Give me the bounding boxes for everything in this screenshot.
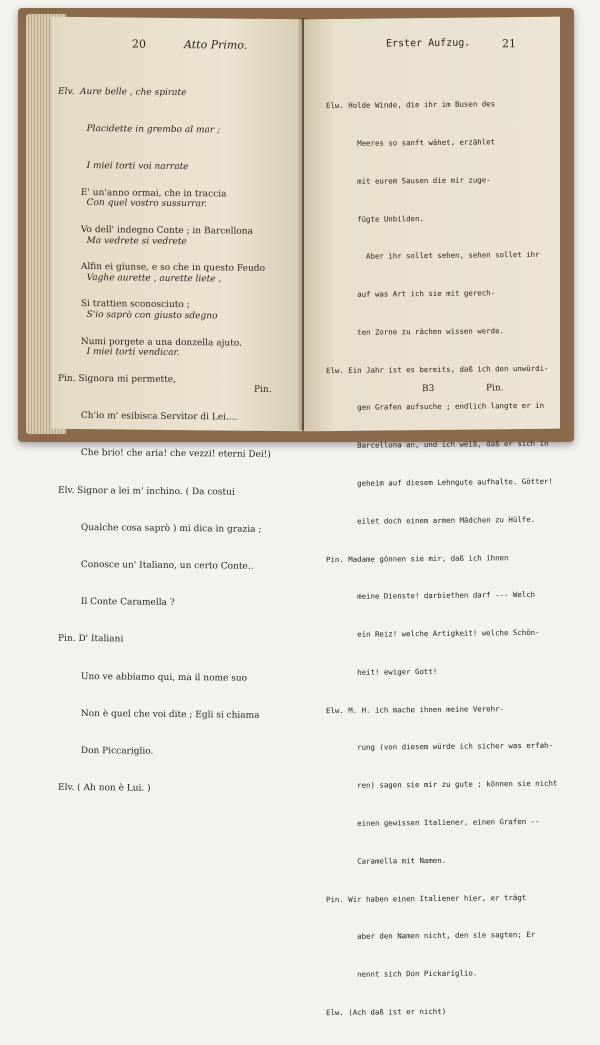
dialogue-line: Si trattien sconosciuto ; [58, 299, 190, 311]
text-line: mit eurem Sausen die mir zuge- [326, 175, 491, 186]
dialogue-line: Alfin ei giunse, e so che in questo Feudo [58, 262, 265, 275]
dialogue-line: Don Piccariglio. [58, 745, 154, 757]
verse-line: S'io saprò con giusto sdegno [58, 309, 218, 322]
left-page-number: 20 [132, 37, 146, 51]
text-line: Elw. (Ach daß ist er nicht) [326, 1006, 447, 1018]
text-line: Pin. Wir haben einen Italiener hier, er trägt [326, 892, 527, 904]
verse-line: Con quel vostro sussurrar. [58, 198, 208, 210]
dialogue-line: Il Conte Caramella ? [58, 596, 175, 609]
verse-line: Vaghe aurette , aurette liete , [58, 272, 222, 285]
dialogue-line: Ch'io m' esibisca Servitor di Lei.... [58, 410, 238, 423]
text-line: auf was Art ich sie mit gerech- [326, 288, 496, 300]
dialogue-line: Vo dell' indegno Conte ; in Barcellona [58, 224, 253, 237]
text-line: Barcellona an, und ich weiß, daß er sich in [326, 438, 549, 451]
dialogue-line: Non è quel che voi dite ; Egli si chiama [58, 708, 260, 721]
recitative-dialogue [58, 162, 271, 822]
left-catchword: Pin. [254, 384, 272, 395]
text-line: heit! ewiger Gott! [326, 666, 438, 678]
dialogue-line: Elv. ( Ah non è Lui. ) [58, 783, 151, 795]
verse-line: I miei torti voi narrate [58, 161, 189, 173]
text-line: einen gewissen Italiener, einen Grafen -- [326, 816, 540, 829]
text-line: gen Grafen aufsuche ; endlich langte er in [326, 401, 545, 413]
dialogue-line: Pin. D' Italiani [58, 634, 124, 645]
text-line: meine Dienste! darbiethen darf --- Welch [326, 590, 536, 602]
text-line: Elw. Holde Winde, die ihr im Busen des [326, 99, 496, 111]
text-line: rung (von diesem würde ich sicher was erfah- [326, 741, 553, 753]
verse-line: Elv. Aure belle , che spirate [58, 86, 187, 98]
text-line: eilet doch einem armen Mädchen zu Hülfe. [326, 514, 536, 526]
text-line: ren) sagen sie mir zu gute ; können sie nicht [326, 778, 558, 791]
left-page [52, 17, 302, 795]
dialogue-line: Conosce un' Italiano, un certo Conte.. [58, 559, 254, 572]
right-catchword: Pin. [486, 383, 504, 394]
dialogue-line: Elv. Signor a lei m' inchino. ( Da costui [58, 485, 235, 498]
dialogue-line: Uno ve abbiamo qui, ma il nome suo [58, 671, 248, 684]
text-line: Meeres so sanft wähet, erzählet [326, 137, 496, 149]
text-line: fügte Unbilden. [326, 213, 424, 224]
text-line: Elw. M. H. ich mache ihnen meine Verehr- [326, 703, 504, 715]
text-line: ten Zorne zu rächen wissen werde. [326, 326, 504, 337]
dialogue-line: Pin. Signora mi permette, [58, 373, 176, 385]
dialogue-line: Che brio! che aria! che vezzi! eterni Dei!) [58, 448, 271, 461]
dialogue-line: E' un'anno ormai, che in traccia [58, 187, 227, 200]
left-running-head: Atto Primo. [184, 38, 248, 52]
german-translation [326, 73, 557, 1045]
dialogue-line: Numi porgete a una donzella ajuto. [58, 336, 242, 349]
verse-line: Ma vedrete si vedrete [58, 235, 187, 247]
text-line: Pin. Madame gönnen sie mir, daß ich ihnen [326, 552, 509, 564]
right-page [304, 17, 560, 1018]
dialogue-line: Qualche cosa saprò ) mi dica in grazia ; [58, 522, 262, 535]
signature-mark: B3 [422, 383, 435, 395]
text-line: nennt sich Don Pickariglio. [326, 968, 478, 980]
verse-line: Placidette in grembo al mar ; [58, 123, 221, 136]
text-line: geheim auf diesem Lehngute aufhalte. Götter! [326, 476, 553, 489]
right-page-number: 21 [502, 37, 516, 51]
right-running-head: Erster Aufzug. [386, 37, 471, 50]
text-line: ein Reiz! welche Artigkeit! welche Schön- [326, 627, 540, 640]
text-line: Caramella mit Namen. [326, 855, 447, 866]
text-line: aber den Namen nicht, den sie sagten; Er [326, 930, 536, 942]
verse-line: I miei torti vendicar. [58, 347, 180, 359]
text-line: Elw. Ein Jahr ist es bereits, daß ich den unwürdi- [326, 363, 549, 375]
text-line: Aber ihr sollet sehen, sehen sollet ihr [326, 250, 540, 262]
